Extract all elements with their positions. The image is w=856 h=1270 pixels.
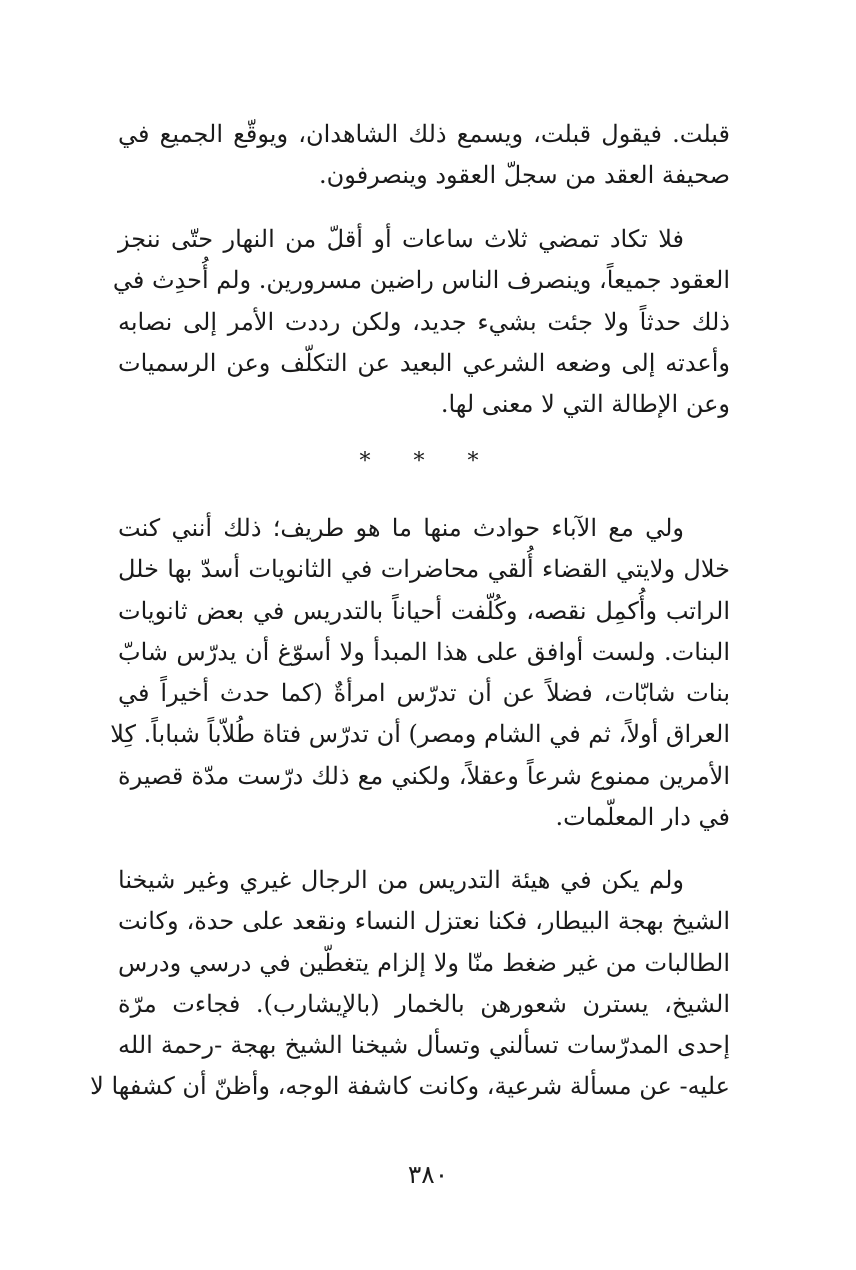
page-number: ٣٨٠ [407,1160,449,1189]
text-line: ذلك حدثاً ولا جئت بشيء جديد، ولكن رددت الأمر إلى نصابه [118,307,730,336]
text-line: وعن الإطالة التي لا معنى لها. [440,390,730,419]
text-line: ولم يكن في هيئة التدريس من الرجال غيري وغير شيخنا [118,866,685,894]
section-separator: * * * [359,449,497,474]
text-line: قبلت. فيقول قبلت، ويسمع ذلك الشاهدان، ويوقّع الجميع في [118,120,730,148]
text-line: العراق أولاً، ثم في الشام ومصر) أن تدرّس فتاة طُلاّباً شباباً. كِلا [110,720,730,749]
paragraph-1 [118,114,730,197]
paragraph-2 [112,219,730,425]
text-line: صحيفة العقد من سجلّ العقود وينصرفون. [319,161,730,190]
text-line: البنات. ولست أوافق على هذا المبدأ ولا أسوّغ أن يدرّس شابّ [118,637,730,666]
text-line: خلال ولايتي القضاء أُلقي محاضرات في الثانويات أسدّ بها خلل [118,555,730,584]
text-line: في دار المعلّمات. [555,803,730,832]
text-line: فلا تكاد تمضي ثلاث ساعات أو أقلّ من النهار حتّى ننجز [118,225,684,253]
paragraph-3 [110,508,730,838]
text-line: وأعدته إلى وضعه الشرعي البعيد عن التكلّف وعن الرسميات [118,348,730,377]
text-line: عليه- عن مسألة شرعية، وكانت كاشفة الوجه، وأظنّ أن كشفها لا [90,1072,730,1101]
paragraph-4 [90,860,730,1108]
text-line: ولي مع الآباء حوادث منها ما هو طريف؛ ذلك أنني كنت [118,514,684,542]
text-line: الأمرين ممنوع شرعاً وعقلاً، ولكني مع ذلك درّست مدّة قصيرة [118,761,730,790]
text-line: الشيخ، يسترن شعورهن بالخمار (بالإيشارب). فجاءت مرّة [118,989,730,1018]
text-line: الراتب وأُكمِل نقصه، وكُلّفت أحياناً بالتدريس في بعض ثانويات [118,596,730,625]
text-line: إحدى المدرّسات تسألني وتسأل شيخنا الشيخ بهجة -رحمة الله [118,1031,730,1060]
text-line: العقود جميعاً، وينصرف الناس راضين مسرورين. ولم أُحدِث في [112,266,730,295]
text-line: بنات شابّات، فضلاً عن أن تدرّس امرأةٌ (كما حدث أخيراً في [118,679,730,708]
text-line: الطالبات من غير ضغط منّا ولا إلزام يتغطّين في درسي ودرس [118,948,730,977]
text-line: الشيخ بهجة البيطار، فكنا نعتزل النساء ونقعد على حدة، وكانت [118,907,730,936]
